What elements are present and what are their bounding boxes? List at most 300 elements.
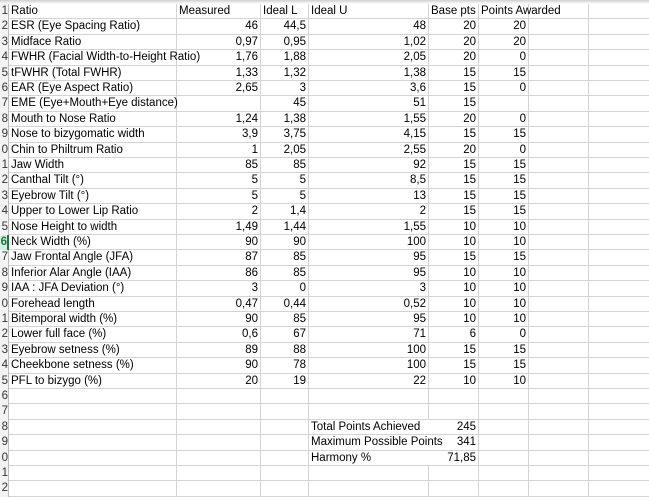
sheet-row[interactable] xyxy=(0,81,649,96)
cell[interactable] xyxy=(529,112,589,127)
ideal-upper-cell[interactable]: 51 xyxy=(309,96,429,111)
ratio-name-cell[interactable]: Eyebrow Tilt (°) xyxy=(9,189,177,204)
cell[interactable] xyxy=(261,404,309,419)
base-points-cell[interactable]: 15 xyxy=(429,173,479,188)
row-header[interactable]: 0 xyxy=(0,143,9,158)
cell[interactable] xyxy=(177,435,261,450)
cell[interactable] xyxy=(529,189,589,204)
points-awarded-cell[interactable]: 10 xyxy=(479,281,529,296)
measured-cell[interactable]: 5 xyxy=(177,173,261,188)
points-awarded-cell[interactable]: 15 xyxy=(479,173,529,188)
ideal-lower-cell[interactable]: 19 xyxy=(261,374,309,389)
row-header[interactable]: 6 xyxy=(0,235,9,250)
column-header-cell[interactable]: Ratio xyxy=(9,4,177,19)
cell[interactable] xyxy=(529,466,589,481)
base-points-cell[interactable]: 10 xyxy=(429,220,479,235)
row-header[interactable]: 1 xyxy=(0,466,9,481)
sheet-row[interactable] xyxy=(0,66,649,81)
row-header[interactable]: 2 xyxy=(0,173,9,188)
measured-cell[interactable]: 90 xyxy=(177,358,261,373)
cell[interactable] xyxy=(529,66,589,81)
cell[interactable] xyxy=(589,451,649,466)
base-points-cell[interactable]: 15 xyxy=(429,66,479,81)
cell[interactable] xyxy=(261,389,309,404)
cell[interactable] xyxy=(589,158,649,173)
cell[interactable] xyxy=(589,281,649,296)
cell[interactable] xyxy=(177,451,261,466)
cell[interactable] xyxy=(529,96,589,111)
points-awarded-cell[interactable]: 10 xyxy=(479,312,529,327)
row-header[interactable]: 7 xyxy=(0,404,9,419)
cell[interactable] xyxy=(429,389,479,404)
summary-label-cell[interactable]: Harmony % xyxy=(311,451,372,464)
measured-cell[interactable]: 2 xyxy=(177,204,261,219)
ratio-name-cell[interactable]: Eyebrow setness (%) xyxy=(9,343,177,358)
measured-cell[interactable]: 1,49 xyxy=(177,220,261,235)
cell[interactable] xyxy=(529,266,589,281)
sheet-row[interactable] xyxy=(0,327,649,342)
base-points-cell[interactable]: 10 xyxy=(429,374,479,389)
sheet-row[interactable] xyxy=(0,158,649,173)
ratio-name-cell[interactable]: Canthal Tilt (°) xyxy=(9,173,177,188)
measured-cell[interactable]: 1 xyxy=(177,143,261,158)
points-awarded-cell[interactable]: 15 xyxy=(479,343,529,358)
ideal-lower-cell[interactable]: 0,44 xyxy=(261,297,309,312)
row-header[interactable]: 0 xyxy=(0,297,9,312)
ideal-lower-cell[interactable]: 3,75 xyxy=(261,127,309,142)
base-points-cell[interactable]: 15 xyxy=(429,189,479,204)
row-header[interactable]: 0 xyxy=(0,451,9,466)
cell[interactable] xyxy=(589,481,649,496)
sheet-row[interactable] xyxy=(0,374,649,389)
ratio-name-cell[interactable]: PFL to bizygo (%) xyxy=(9,374,177,389)
cell[interactable] xyxy=(261,451,309,466)
cell[interactable] xyxy=(9,404,177,419)
cell[interactable] xyxy=(589,404,649,419)
measured-cell[interactable]: 3 xyxy=(177,281,261,296)
cell[interactable] xyxy=(589,250,649,265)
measured-cell[interactable]: 3,9 xyxy=(177,127,261,142)
row-header[interactable]: 6 xyxy=(0,389,9,404)
cell[interactable] xyxy=(429,404,479,419)
ideal-lower-cell[interactable]: 2,05 xyxy=(261,143,309,158)
summary-value-cell[interactable]: 245 xyxy=(429,420,479,435)
cell[interactable] xyxy=(529,374,589,389)
points-awarded-cell[interactable]: 20 xyxy=(479,35,529,50)
base-points-cell[interactable]: 10 xyxy=(429,312,479,327)
ideal-lower-cell[interactable]: 85 xyxy=(261,266,309,281)
cell[interactable] xyxy=(589,312,649,327)
cell[interactable] xyxy=(261,481,309,496)
ideal-lower-cell[interactable]: 5 xyxy=(261,173,309,188)
ratio-name-cell[interactable]: IAA : JFA Deviation (°) xyxy=(9,281,177,296)
cell[interactable] xyxy=(529,481,589,496)
row-header[interactable]: 2 xyxy=(0,327,9,342)
cell[interactable] xyxy=(177,389,261,404)
ratio-name-cell[interactable]: Midface Ratio xyxy=(9,35,177,50)
cell[interactable] xyxy=(479,466,529,481)
measured-cell[interactable]: 87 xyxy=(177,250,261,265)
ideal-upper-cell[interactable]: 95 xyxy=(309,266,429,281)
ratio-name-cell[interactable]: Chin to Philtrum Ratio xyxy=(9,143,177,158)
sheet-row[interactable] xyxy=(0,143,649,158)
ideal-upper-cell[interactable]: 2 xyxy=(309,204,429,219)
sheet-row[interactable] xyxy=(0,127,649,142)
ideal-lower-cell[interactable]: 1,38 xyxy=(261,112,309,127)
cell[interactable] xyxy=(9,481,177,496)
row-header[interactable]: 8 xyxy=(0,420,9,435)
row-header[interactable]: 8 xyxy=(0,266,9,281)
base-points-cell[interactable]: 15 xyxy=(429,158,479,173)
row-header[interactable]: 8 xyxy=(0,112,9,127)
row-header[interactable]: 2 xyxy=(0,19,9,34)
cell[interactable] xyxy=(589,389,649,404)
cell[interactable] xyxy=(529,81,589,96)
sheet-row[interactable] xyxy=(0,312,649,327)
ratio-name-cell[interactable]: Jaw Frontal Angle (JFA) xyxy=(9,250,177,265)
column-header-cell[interactable]: Base pts xyxy=(429,4,479,19)
cell[interactable] xyxy=(529,127,589,142)
points-awarded-cell[interactable]: 10 xyxy=(479,266,529,281)
ideal-upper-cell[interactable]: 22 xyxy=(309,374,429,389)
sheet-row[interactable] xyxy=(0,389,649,404)
measured-cell[interactable]: 0,47 xyxy=(177,297,261,312)
cell[interactable] xyxy=(589,173,649,188)
cell[interactable] xyxy=(177,481,261,496)
base-points-cell[interactable]: 20 xyxy=(429,50,479,65)
cell[interactable] xyxy=(529,389,589,404)
sheet-row[interactable] xyxy=(0,435,649,450)
ideal-lower-cell[interactable]: 1,88 xyxy=(261,50,309,65)
sheet-row[interactable] xyxy=(0,220,649,235)
sheet-row[interactable] xyxy=(0,250,649,265)
cell[interactable] xyxy=(589,4,649,19)
base-points-cell[interactable]: 15 xyxy=(429,96,479,111)
points-awarded-cell[interactable]: 15 xyxy=(479,158,529,173)
ideal-upper-cell[interactable]: 4,15 xyxy=(309,127,429,142)
ratio-name-cell[interactable]: Nose Height to width xyxy=(9,220,177,235)
column-header-cell[interactable]: Points Awarded xyxy=(479,4,529,19)
points-awarded-cell[interactable]: 10 xyxy=(479,220,529,235)
ideal-upper-cell[interactable]: 48 xyxy=(309,19,429,34)
cell[interactable] xyxy=(589,66,649,81)
cell[interactable] xyxy=(589,81,649,96)
points-awarded-cell[interactable]: 0 xyxy=(479,81,529,96)
ideal-lower-cell[interactable]: 0 xyxy=(261,281,309,296)
cell[interactable] xyxy=(589,435,649,450)
measured-cell[interactable]: 0,6 xyxy=(177,327,261,342)
summary-value-cell[interactable]: 341 xyxy=(429,435,479,450)
ideal-lower-cell[interactable]: 5 xyxy=(261,189,309,204)
ideal-lower-cell[interactable]: 90 xyxy=(261,235,309,250)
cell[interactable] xyxy=(589,235,649,250)
row-header[interactable]: 1 xyxy=(0,312,9,327)
ratio-name-cell[interactable]: Jaw Width xyxy=(9,158,177,173)
column-header-cell[interactable]: Measured xyxy=(177,4,261,19)
points-awarded-cell[interactable]: 0 xyxy=(479,143,529,158)
ideal-lower-cell[interactable]: 1,4 xyxy=(261,204,309,219)
summary-value-cell[interactable]: 71,85 xyxy=(429,451,479,466)
base-points-cell[interactable]: 10 xyxy=(429,266,479,281)
sheet-row[interactable] xyxy=(0,96,649,111)
sheet-row[interactable] xyxy=(0,112,649,127)
ideal-lower-cell[interactable]: 85 xyxy=(261,312,309,327)
cell[interactable] xyxy=(529,312,589,327)
ratio-name-cell[interactable]: Nose to bizygomatic width xyxy=(9,127,177,142)
ideal-upper-cell[interactable]: 3,6 xyxy=(309,81,429,96)
ideal-upper-cell[interactable]: 100 xyxy=(309,343,429,358)
ideal-upper-cell[interactable]: 100 xyxy=(309,235,429,250)
cell[interactable] xyxy=(479,389,529,404)
ratio-name-cell[interactable]: Neck Width (%) xyxy=(9,235,177,250)
ideal-upper-cell[interactable]: 8,5 xyxy=(309,173,429,188)
cell[interactable] xyxy=(479,435,529,450)
cell[interactable] xyxy=(589,127,649,142)
ratio-name-cell[interactable]: FWHR (Facial Width-to-Height Ratio) xyxy=(9,50,177,65)
ideal-lower-cell[interactable]: 45 xyxy=(261,96,309,111)
ideal-upper-cell[interactable]: 13 xyxy=(309,189,429,204)
row-header[interactable]: 6 xyxy=(0,81,9,96)
cell[interactable] xyxy=(9,451,177,466)
cell[interactable] xyxy=(9,420,177,435)
row-header[interactable]: 5 xyxy=(0,220,9,235)
ideal-lower-cell[interactable]: 3 xyxy=(261,81,309,96)
base-points-cell[interactable]: 20 xyxy=(429,19,479,34)
ratio-name-cell[interactable]: Forehead length xyxy=(9,297,177,312)
cell[interactable] xyxy=(589,19,649,34)
base-points-cell[interactable]: 15 xyxy=(429,343,479,358)
base-points-cell[interactable]: 20 xyxy=(429,143,479,158)
cell[interactable] xyxy=(529,143,589,158)
cell[interactable] xyxy=(479,451,529,466)
cell[interactable] xyxy=(529,281,589,296)
sheet-row[interactable] xyxy=(0,281,649,296)
base-points-cell[interactable]: 15 xyxy=(429,127,479,142)
ideal-lower-cell[interactable]: 44,5 xyxy=(261,19,309,34)
points-awarded-cell[interactable]: 20 xyxy=(479,19,529,34)
sheet-row[interactable] xyxy=(0,173,649,188)
cell[interactable] xyxy=(589,327,649,342)
row-header[interactable]: 7 xyxy=(0,96,9,111)
ideal-upper-cell[interactable]: 1,02 xyxy=(309,35,429,50)
cell[interactable] xyxy=(589,189,649,204)
sheet-row[interactable] xyxy=(0,235,649,250)
sheet-row[interactable] xyxy=(0,420,649,435)
measured-cell[interactable]: 89 xyxy=(177,343,261,358)
ideal-lower-cell[interactable]: 88 xyxy=(261,343,309,358)
sheet-row[interactable] xyxy=(0,466,649,481)
base-points-cell[interactable]: 10 xyxy=(429,297,479,312)
sheet-row[interactable] xyxy=(0,204,649,219)
cell[interactable] xyxy=(529,358,589,373)
base-points-cell[interactable]: 6 xyxy=(429,327,479,342)
ideal-upper-cell[interactable]: 0,52 xyxy=(309,297,429,312)
ideal-lower-cell[interactable]: 67 xyxy=(261,327,309,342)
ideal-upper-cell[interactable]: 1,38 xyxy=(309,66,429,81)
sheet-row[interactable] xyxy=(0,343,649,358)
ratio-name-cell[interactable]: EME (Eye+Mouth+Eye distance) xyxy=(9,96,177,111)
cell[interactable] xyxy=(261,466,309,481)
cell[interactable] xyxy=(529,220,589,235)
cell[interactable] xyxy=(177,466,261,481)
row-header[interactable]: 3 xyxy=(0,343,9,358)
row-header[interactable]: 2 xyxy=(0,481,9,496)
ideal-upper-cell[interactable]: 1,55 xyxy=(309,220,429,235)
row-header[interactable]: 3 xyxy=(0,189,9,204)
cell[interactable] xyxy=(479,420,529,435)
cell[interactable] xyxy=(529,297,589,312)
cell[interactable] xyxy=(589,420,649,435)
cell[interactable] xyxy=(529,204,589,219)
measured-cell[interactable]: 1,24 xyxy=(177,112,261,127)
sheet-row[interactable] xyxy=(0,19,649,34)
cell[interactable] xyxy=(529,343,589,358)
row-header[interactable]: 9 xyxy=(0,281,9,296)
base-points-cell[interactable]: 15 xyxy=(429,250,479,265)
base-points-cell[interactable]: 15 xyxy=(429,358,479,373)
cell[interactable] xyxy=(261,435,309,450)
measured-cell[interactable]: 20 xyxy=(177,374,261,389)
cell[interactable] xyxy=(589,466,649,481)
base-points-cell[interactable]: 15 xyxy=(429,204,479,219)
cell[interactable] xyxy=(529,435,589,450)
row-header[interactable]: 4 xyxy=(0,50,9,65)
measured-cell[interactable]: 0,97 xyxy=(177,35,261,50)
cell[interactable] xyxy=(589,374,649,389)
points-awarded-cell[interactable] xyxy=(479,96,529,111)
ideal-upper-cell[interactable]: 2,55 xyxy=(309,143,429,158)
cell[interactable] xyxy=(261,420,309,435)
points-awarded-cell[interactable]: 15 xyxy=(479,358,529,373)
cell[interactable] xyxy=(589,297,649,312)
cell[interactable] xyxy=(429,466,479,481)
ratio-name-cell[interactable]: Cheekbone setness (%) xyxy=(9,358,177,373)
cell[interactable] xyxy=(309,389,429,404)
ideal-lower-cell[interactable]: 1,44 xyxy=(261,220,309,235)
points-awarded-cell[interactable]: 0 xyxy=(479,50,529,65)
cell[interactable] xyxy=(589,143,649,158)
row-header[interactable]: 1 xyxy=(0,4,9,19)
row-header[interactable]: 5 xyxy=(0,66,9,81)
measured-cell[interactable]: 90 xyxy=(177,235,261,250)
cell[interactable] xyxy=(529,327,589,342)
cell[interactable] xyxy=(529,404,589,419)
ideal-upper-cell[interactable]: 95 xyxy=(309,250,429,265)
cell[interactable] xyxy=(529,173,589,188)
points-awarded-cell[interactable]: 10 xyxy=(479,235,529,250)
row-header[interactable]: 1 xyxy=(0,158,9,173)
row-header[interactable]: 9 xyxy=(0,127,9,142)
cell[interactable] xyxy=(9,389,177,404)
cell[interactable] xyxy=(309,404,429,419)
measured-cell[interactable]: 86 xyxy=(177,266,261,281)
cell[interactable] xyxy=(429,481,479,496)
summary-label-cell[interactable]: Total Points Achieved xyxy=(311,420,421,433)
points-awarded-cell[interactable]: 10 xyxy=(479,374,529,389)
sheet-row[interactable] xyxy=(0,451,649,466)
cell[interactable] xyxy=(309,466,429,481)
points-awarded-cell[interactable]: 15 xyxy=(479,250,529,265)
base-points-cell[interactable]: 15 xyxy=(429,81,479,96)
measured-cell[interactable]: 46 xyxy=(177,19,261,34)
points-awarded-cell[interactable]: 15 xyxy=(479,189,529,204)
base-points-cell[interactable]: 20 xyxy=(429,112,479,127)
row-header[interactable]: 4 xyxy=(0,204,9,219)
points-awarded-cell[interactable]: 15 xyxy=(479,66,529,81)
cell[interactable] xyxy=(529,250,589,265)
ratio-name-cell[interactable]: Lower full face (%) xyxy=(9,327,177,342)
cell[interactable] xyxy=(177,404,261,419)
measured-cell[interactable]: 90 xyxy=(177,312,261,327)
cell[interactable] xyxy=(589,112,649,127)
sheet-row[interactable] xyxy=(0,189,649,204)
ideal-upper-cell[interactable]: 95 xyxy=(309,312,429,327)
points-awarded-cell[interactable]: 10 xyxy=(479,297,529,312)
ratio-name-cell[interactable]: tFWHR (Total FWHR) xyxy=(9,66,177,81)
points-awarded-cell[interactable]: 0 xyxy=(479,327,529,342)
ideal-upper-cell[interactable]: 2,05 xyxy=(309,50,429,65)
cell[interactable] xyxy=(589,204,649,219)
cell[interactable] xyxy=(529,35,589,50)
ideal-upper-cell[interactable]: 1,55 xyxy=(309,112,429,127)
cell[interactable] xyxy=(529,19,589,34)
row-header[interactable]: 3 xyxy=(0,35,9,50)
measured-cell[interactable]: 1,33 xyxy=(177,66,261,81)
cell[interactable] xyxy=(9,466,177,481)
measured-cell[interactable]: 85 xyxy=(177,158,261,173)
ideal-upper-cell[interactable]: 100 xyxy=(309,358,429,373)
ideal-lower-cell[interactable]: 78 xyxy=(261,358,309,373)
ideal-upper-cell[interactable]: 3 xyxy=(309,281,429,296)
points-awarded-cell[interactable]: 0 xyxy=(479,112,529,127)
measured-cell[interactable]: 5 xyxy=(177,189,261,204)
column-header-cell[interactable]: Ideal L xyxy=(261,4,309,19)
cell[interactable] xyxy=(479,404,529,419)
base-points-cell[interactable]: 10 xyxy=(429,281,479,296)
ideal-lower-cell[interactable]: 85 xyxy=(261,158,309,173)
cell[interactable] xyxy=(589,220,649,235)
cell[interactable] xyxy=(529,4,589,19)
sheet-row[interactable] xyxy=(0,404,649,419)
ratio-name-cell[interactable]: ESR (Eye Spacing Ratio) xyxy=(9,19,177,34)
cell[interactable] xyxy=(529,451,589,466)
summary-label-cell[interactable]: Maximum Possible Points xyxy=(311,436,443,449)
row-header[interactable]: 4 xyxy=(0,358,9,373)
points-awarded-cell[interactable]: 15 xyxy=(479,204,529,219)
ideal-lower-cell[interactable]: 0,95 xyxy=(261,35,309,50)
cell[interactable] xyxy=(589,35,649,50)
ideal-upper-cell[interactable]: 71 xyxy=(309,327,429,342)
row-header[interactable]: 7 xyxy=(0,250,9,265)
cell[interactable] xyxy=(589,358,649,373)
cell[interactable] xyxy=(177,420,261,435)
ratio-name-cell[interactable]: Mouth to Nose Ratio xyxy=(9,112,177,127)
row-header[interactable]: 5 xyxy=(0,374,9,389)
sheet-row[interactable] xyxy=(0,358,649,373)
sheet-row[interactable] xyxy=(0,266,649,281)
points-awarded-cell[interactable]: 15 xyxy=(479,127,529,142)
cell[interactable] xyxy=(589,50,649,65)
measured-cell[interactable]: 1,76 xyxy=(177,50,261,65)
sheet-row[interactable] xyxy=(0,297,649,312)
ratio-name-cell[interactable]: Upper to Lower Lip Ratio xyxy=(9,204,177,219)
column-header-cell[interactable]: Ideal U xyxy=(309,4,429,19)
measured-cell[interactable] xyxy=(177,96,261,111)
cell[interactable] xyxy=(529,158,589,173)
cell[interactable] xyxy=(479,481,529,496)
cell[interactable] xyxy=(529,50,589,65)
sheet-row[interactable] xyxy=(0,481,649,496)
